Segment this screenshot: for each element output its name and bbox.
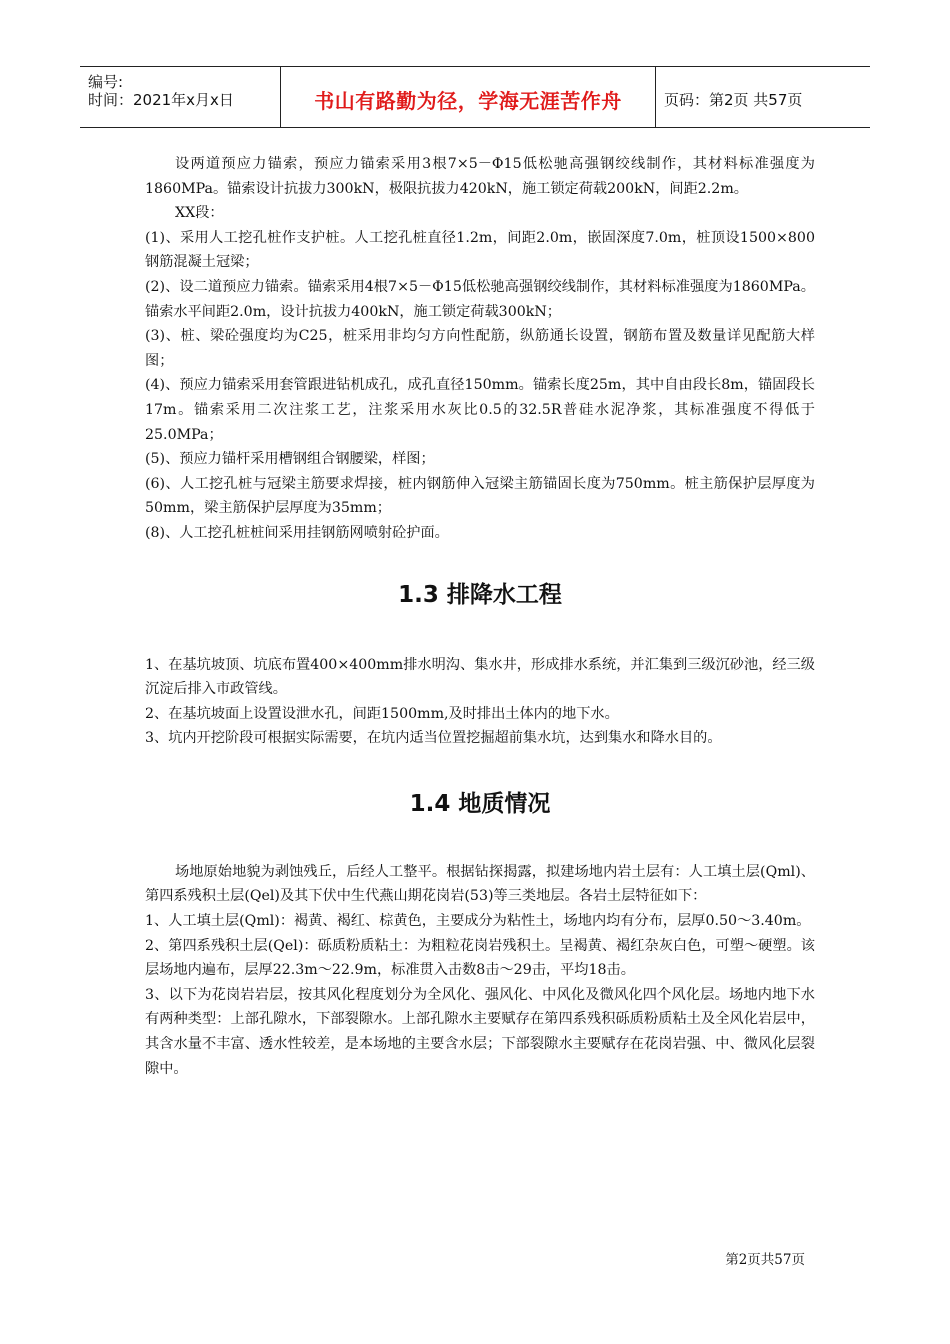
page-header	[80, 66, 870, 128]
geology-intro-paragraph: 场地原始地貌为剥蚀残丘，后经人工整平。根据钻探揭露，拟建场地内岩土层有：人工填土层(Qml)、第四系残积土层(Qel)及其下伏中生代燕山期花岗岩(53)等三类地层。各岩土层特征如下：	[145, 863, 815, 905]
header-page-number: 页码：第2页 共57页	[664, 91, 803, 109]
document-body	[145, 152, 815, 1081]
list-item: (2)、设二道预应力锚索。锚索采用4根7×5－Φ15低松驰高强钢绞线制作，其材料标准强度为1860MPa。锚索水平间距2.0m，设计抗拔力400kN，施工锁定荷载300kN；	[145, 278, 815, 320]
drainage-paragraph: 3、坑内开挖阶段可根据实际需要，在坑内适当位置挖掘超前集水坑，达到集水和降水目的。	[145, 730, 722, 747]
motto-text: 书山有路勤为径，学海无涯苦作舟	[314, 89, 622, 113]
serial-number-label: 编号:	[88, 73, 124, 91]
list-item: (6)、人工挖孔桩与冠梁主筋要求焊接，桩内钢筋伸入冠梁主筋锚固长度为750mm。桩主筋保护层厚度为50mm，梁主筋保护层厚度为35mm；	[145, 475, 815, 517]
header-motto-cell	[280, 67, 656, 127]
geology-paragraph: 3、以下为花岗岩岩层，按其风化程度划分为全风化、强风化、中风化及微风化四个风化层。场地内地下水有两种类型：上部孔隙水，下部裂隙水。上部孔隙水主要赋存在第四系残积砾质粉质粘土及全风化岩层中，其含水量不丰富、透水性较差，是本场地的主要含水层；下部裂隙水主要赋存在花岗岩强、中、微风化层裂隙中。	[145, 986, 815, 1077]
header-info-cell	[80, 67, 280, 127]
list-item: (1)、采用人工挖孔桩作支护桩。人工挖孔桩直径1.2m，间距2.0m，嵌固深度7.0m，桩顶设1500×800钢筋混凝土冠梁；	[145, 229, 815, 271]
list-item: (8)、人工挖孔桩桩间采用挂钢筋网喷射砼护面。	[145, 524, 449, 541]
section-heading-1-4: 1.4 地质情况	[409, 790, 551, 817]
list-item: (5)、预应力锚杆采用槽钢组合钢腰梁，样图；	[145, 451, 435, 468]
date-line: 时间：2021年x月x日	[88, 91, 234, 109]
section-xx-label: XX段：	[175, 205, 224, 222]
footer-page-number: 第2页共57页	[725, 1252, 805, 1268]
drainage-paragraph: 1、在基坑坡顶、坑底布置400×400mm排水明沟、集水井，形成排水系统，并汇集到三级沉砂池，经三级沉淀后排入市政管线。	[145, 656, 815, 698]
geology-paragraph: 2、第四系残积土层(Qel)：砾质粉质粘土：为粗粒花岗岩残积土。呈褐黄、褐红杂灰白色，可塑～硬塑。该层场地内遍布，层厚22.3m～22.9m，标准贯入击数8击～29击，平均18击。	[145, 937, 815, 979]
list-item: (4)、预应力锚索采用套管跟进钻机成孔，成孔直径150mm。锚索长度25m，其中自由段长8m，锚固段长17m。锚索采用二次注浆工艺，注浆采用水灰比0.5的32.5R普硅水泥净浆，其标准强度不得低于25.0MPa；	[145, 377, 815, 443]
section-heading-1-3: 1.3 排降水工程	[398, 581, 562, 608]
geology-paragraph: 1、人工填土层(Qml)：褐黄、褐红、棕黄色，主要成分为粘性土，场地内均有分布，层厚0.50～3.40m。	[145, 913, 811, 930]
list-item: (3)、桩、梁砼强度均为C25，桩采用非均匀方向性配筋，纵筋通长设置，钢筋布置及数量详见配筋大样图；	[145, 328, 815, 369]
drainage-paragraph: 2、在基坑坡面上设置设泄水孔，间距1500mm,及时排出土体内的地下水。	[145, 705, 619, 722]
header-page-cell	[654, 67, 870, 127]
intro-paragraph: 设两道预应力锚索，预应力锚索采用3根7×5－Φ15低松驰高强钢绞线制作，其材料标准强度为1860MPa。锚索设计抗拔力300kN，极限抗拔力420kN，施工锁定荷载200kN，间距2.2m。	[145, 156, 815, 197]
